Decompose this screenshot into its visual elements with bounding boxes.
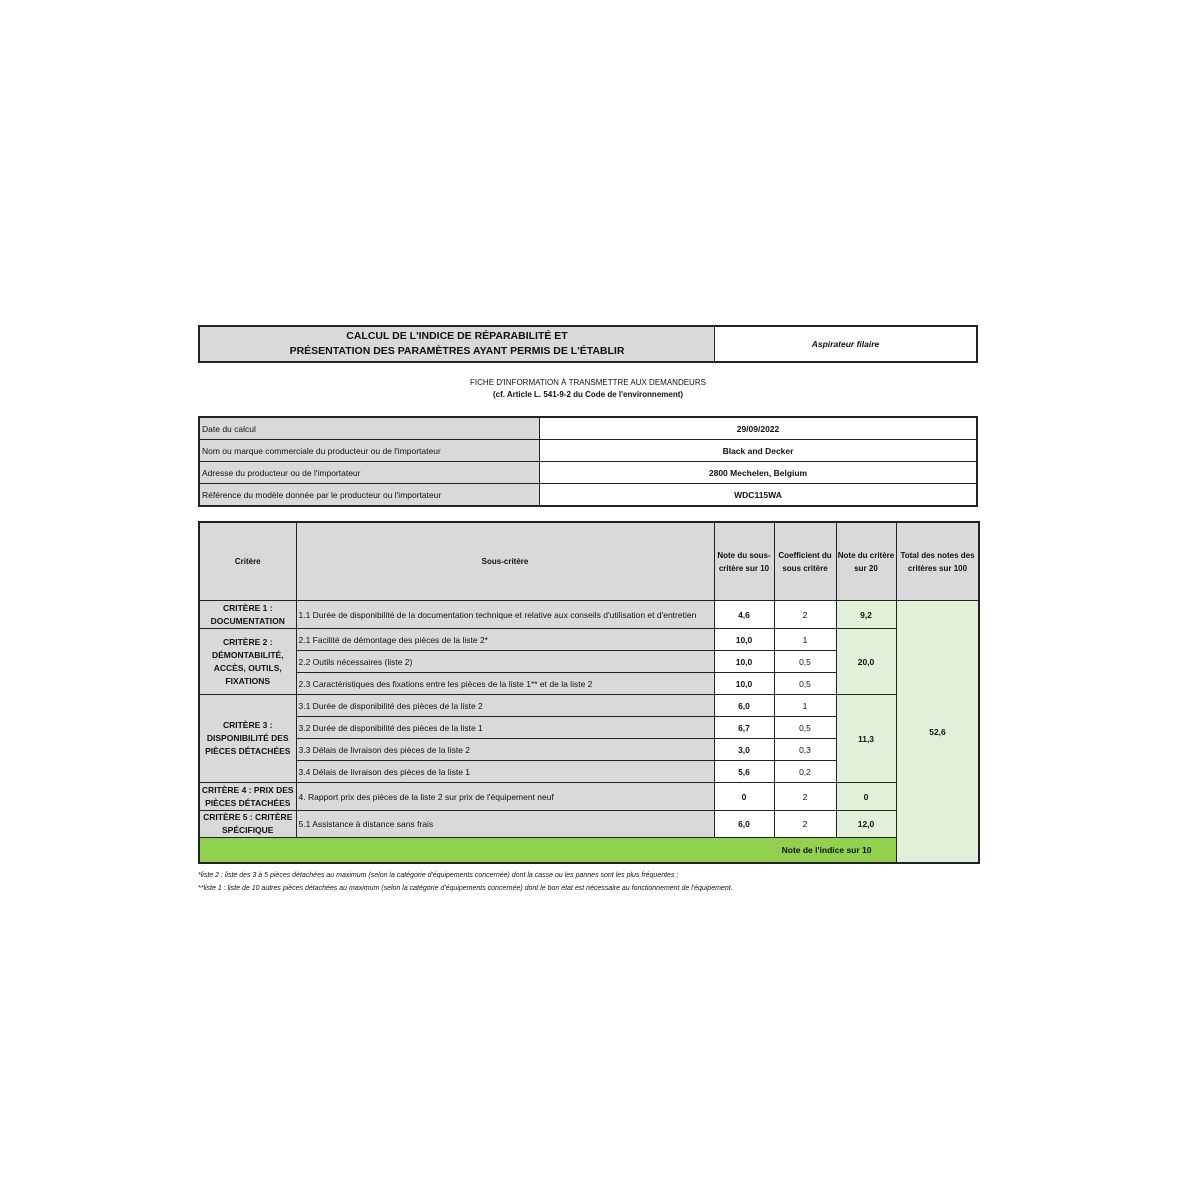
header-total: Total des notes des critères sur 100 [896,522,979,601]
info-label: Date du calcul [199,417,540,440]
product-type: Aspirateur filaire [715,326,978,362]
info-row-brand [199,440,977,462]
document-title [199,326,715,362]
subcriterion-label: 5.1 Assistance à distance sans frais [296,811,714,838]
header-coefficient: Coefficient du sous critère [774,522,836,601]
criterion-note: 20,0 [836,629,896,695]
header-note-critere: Note du critère sur 20 [836,522,896,601]
subcriterion-note: 10,0 [714,673,774,695]
criterion-note: 0 [836,783,896,811]
subcriterion-coefficient: 1 [774,629,836,651]
footnotes [198,869,978,895]
info-row-address [199,462,977,484]
criterion-name: CRITÈRE 5 : CRITÈRE SPÉCIFIQUE [199,811,296,838]
subheader-line-2: (cf. Article L. 541-9-2 du Code de l'environnement) [492,390,684,399]
criterion-name: CRITÈRE 2 : DÉMONTABILITÉ, ACCÈS, OUTILS, FIXATIONS [199,629,296,695]
footnote-1: *liste 2 : liste des 3 à 5 pièces détachées au maximum (selon la catégorie d'équipements concernée) dont la casse ou les pannes sont les plus fréquentes ; [198,872,679,879]
table-row [199,783,979,811]
repairability-sheet [198,325,978,895]
subcriterion-coefficient: 0,5 [774,673,836,695]
table-row [199,811,979,838]
footnote-2: **liste 1 : liste de 10 autres pièces détachées au maximum (selon la catégorie d'équipements concernée) dont le bon état est nécessaire au fonctionnement de l'équipement. [198,885,733,892]
title-line-2: PRÉSENTATION DES PARAMÈTRES AYANT PERMIS DE L'ÉTABLIR [289,345,625,357]
table-header [199,522,979,601]
criterion-note: 12,0 [836,811,896,838]
info-row-model [199,484,977,507]
subcriterion-label: 2.1 Facilité de démontage des pièces de la liste 2* [296,629,714,651]
subcriterion-note: 0 [714,783,774,811]
info-table [198,416,978,507]
subcriterion-note: 5,6 [714,761,774,783]
subcriterion-label: 3.3 Délais de livraison des pièces de la liste 2 [296,739,714,761]
subcriterion-coefficient: 2 [774,601,836,629]
criterion-note: 11,3 [836,695,896,783]
info-value: Black and Decker [540,440,978,462]
subcriterion-label: 3.4 Délais de livraison des pièces de la liste 1 [296,761,714,783]
criteria-table [198,521,980,864]
index-label: Note de l'indice sur 10 [199,838,896,864]
info-value: 2800 Mechelen, Belgium [540,462,978,484]
info-label: Référence du modèle donnée par le producteur ou l'importateur [199,484,540,507]
subcriterion-coefficient: 1 [774,695,836,717]
info-row-date [199,417,977,440]
criterion-note: 9,2 [836,601,896,629]
table-row [199,629,979,651]
subcriterion-note: 10,0 [714,651,774,673]
index-footer [199,838,979,864]
subcriterion-coefficient: 0,5 [774,651,836,673]
table-row [199,695,979,717]
header-note-sous-critere: Note du sous-critère sur 10 [714,522,774,601]
total-score: 52,6 [896,601,979,864]
subcriterion-note: 3,0 [714,739,774,761]
subcriterion-label: 3.2 Durée de disponibilité des pièces de la liste 1 [296,717,714,739]
subcriterion-label: 2.2 Outils nécessaires (liste 2) [296,651,714,673]
subcriterion-label: 4. Rapport prix des pièces de la liste 2 sur prix de l'équipement neuf [296,783,714,811]
table-row [199,601,979,629]
header-sous-critere: Sous-critère [296,522,714,601]
subcriterion-coefficient: 0,2 [774,761,836,783]
title-block [198,325,978,363]
subcriterion-coefficient: 0,5 [774,717,836,739]
criterion-name: CRITÈRE 3 : DISPONIBILITÉ DES PIÈCES DÉTACHÉES [199,695,296,783]
header-critere: Critère [199,522,296,601]
subcriterion-label: 3.1 Durée de disponibilité des pièces de la liste 2 [296,695,714,717]
subcriterion-note: 10,0 [714,629,774,651]
subcriterion-note: 4,6 [714,601,774,629]
subcriterion-note: 6,0 [714,811,774,838]
criterion-name: CRITÈRE 4 : PRIX DES PIÈCES DÉTACHÉES [199,783,296,811]
subcriterion-coefficient: 2 [774,811,836,838]
title-line-1: CALCUL DE L'INDICE DE RÉPARABILITÉ ET [346,330,568,342]
sheet-subheader [178,377,998,401]
info-value: 29/09/2022 [540,417,978,440]
info-value: WDC115WA [540,484,978,507]
subcriterion-label: 1.1 Durée de disponibilité de la documentation technique et relative aux conseils d'utilisation et d'entretien [296,601,714,629]
subcriterion-coefficient: 2 [774,783,836,811]
subheader-line-1: FICHE D'INFORMATION À TRANSMETTRE AUX DEMANDEURS [470,378,706,387]
subcriterion-label: 2.3 Caractéristiques des fixations entre les pièces de la liste 1** et de la liste 2 [296,673,714,695]
info-label: Nom ou marque commerciale du producteur ou de l'importateur [199,440,540,462]
subcriterion-note: 6,7 [714,717,774,739]
info-label: Adresse du producteur ou de l'importateur [199,462,540,484]
criterion-name: CRITÈRE 1 : DOCUMENTATION [199,601,296,629]
subcriterion-coefficient: 0,3 [774,739,836,761]
subcriterion-note: 6,0 [714,695,774,717]
